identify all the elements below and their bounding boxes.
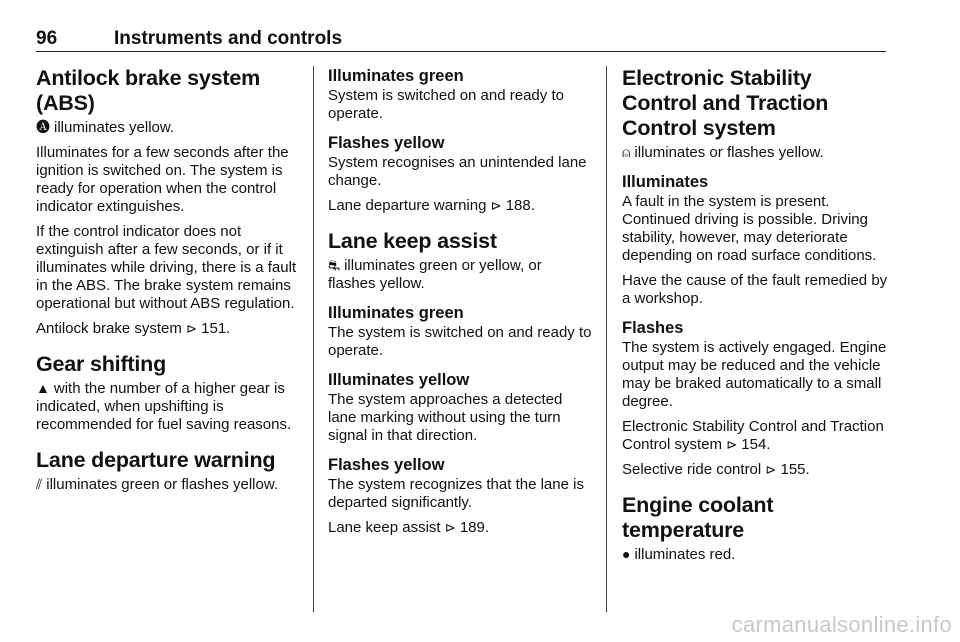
paragraph: ● illuminates red. — [622, 546, 736, 563]
section-title-abs: Antilock brake system (ABS) — [36, 66, 261, 115]
esc-icon: ⍝ — [622, 144, 631, 160]
page-header — [36, 28, 886, 52]
column-divider — [313, 66, 314, 612]
paragraph: A fault in the system is present. Continued driving is possible. Driving stability, however, may deteriorate depending on road surface conditions. — [622, 193, 877, 264]
section-title-ldw: Lane departure warning — [36, 448, 276, 472]
ref-arrow-icon: ⊳ — [765, 462, 777, 477]
paragraph: System recognises an unintended lane change. — [328, 154, 587, 189]
paragraph: 🅐 illuminates yellow. — [36, 119, 175, 136]
column-divider — [606, 66, 607, 612]
paragraph: ⍝ illuminates or flashes yellow. — [622, 144, 824, 161]
paragraph: The system is actively engaged. Engine output may be reduced and the vehicle may be braked automatically to a small degree. — [622, 339, 887, 410]
paragraph: The system is switched on and ready to operate. — [328, 324, 592, 359]
paragraph: ⛐ illuminates green or yellow, or flashes yellow. — [328, 257, 542, 292]
paragraph: Have the cause of the fault remedied by a workshop. — [622, 272, 888, 307]
subheading: Flashes yellow — [328, 134, 445, 152]
section-title-esc: Electronic Stability Control and Traction Control system — [622, 66, 829, 140]
paragraph: System is switched on and ready to operate. — [328, 87, 564, 122]
subheading: Illuminates green — [328, 304, 464, 322]
ref-page-link[interactable]: 154. — [741, 436, 771, 453]
section-title-gear: Gear shifting — [36, 352, 167, 376]
cross-reference: Antilock brake system ⊳ 151. — [36, 320, 231, 337]
ref-page-link[interactable]: 189. — [459, 519, 490, 536]
column-2 — [328, 66, 592, 544]
paragraph: ▲ with the number of a higher gear is indicated, when upshifting is recommended for fuel saving reasons. — [36, 380, 292, 433]
cross-reference: Lane departure warning ⊳ 188. — [328, 197, 535, 214]
chapter-title: Instruments and controls — [114, 28, 343, 49]
section-title-lka: Lane keep assist — [328, 229, 497, 253]
paragraph: The system recognizes that the lane is departed significantly. — [328, 476, 584, 511]
page-number: 96 — [36, 28, 58, 49]
column-1 — [36, 66, 300, 501]
lane-departure-icon: ⫽ — [36, 476, 43, 492]
ref-arrow-icon: ⊳ — [726, 437, 738, 452]
subheading: Illuminates — [622, 173, 709, 191]
watermark: carmanualsonline.info — [731, 612, 952, 637]
ref-arrow-icon: ⊳ — [490, 198, 502, 213]
subheading: Illuminates yellow — [328, 371, 470, 389]
cross-reference: Electronic Stability Control and Traction Control system ⊳ 154. — [622, 418, 884, 453]
ref-page-link[interactable]: 151. — [201, 320, 231, 337]
triangle-up-icon: ▲ — [36, 380, 50, 396]
abs-icon: 🅐 — [36, 119, 50, 135]
subheading: Flashes — [622, 319, 684, 337]
ref-arrow-icon: ⊳ — [444, 520, 456, 535]
cross-reference: Lane keep assist ⊳ 189. — [328, 519, 490, 536]
ref-arrow-icon: ⊳ — [186, 321, 197, 336]
column-3 — [622, 66, 888, 571]
ref-page-link[interactable]: 155. — [780, 461, 810, 478]
paragraph: If the control indicator does not extinguish after a few seconds, or if it illuminates while driving, there is a fault in the ABS. The brake system remains operational but without ABS regulation. — [36, 223, 297, 312]
paragraph: ⫽ illuminates green or flashes yellow. — [36, 476, 279, 493]
cross-reference: Selective ride control ⊳ 155. — [622, 461, 810, 478]
section-title-coolant: Engine coolant temperature — [622, 493, 774, 542]
ref-page-link[interactable]: 188. — [505, 197, 535, 214]
paragraph: Illuminates for a few seconds after the ignition is switched on. The system is ready for operation when the control indicator extinguishes. — [36, 144, 289, 215]
coolant-dot-icon: ● — [622, 546, 631, 562]
subheading: Flashes yellow — [328, 456, 445, 474]
paragraph: The system approaches a detected lane marking without using the turn signal in that direction. — [328, 391, 563, 444]
lane-keep-icon: ⛐ — [328, 257, 341, 273]
subheading: Illuminates green — [328, 67, 464, 85]
